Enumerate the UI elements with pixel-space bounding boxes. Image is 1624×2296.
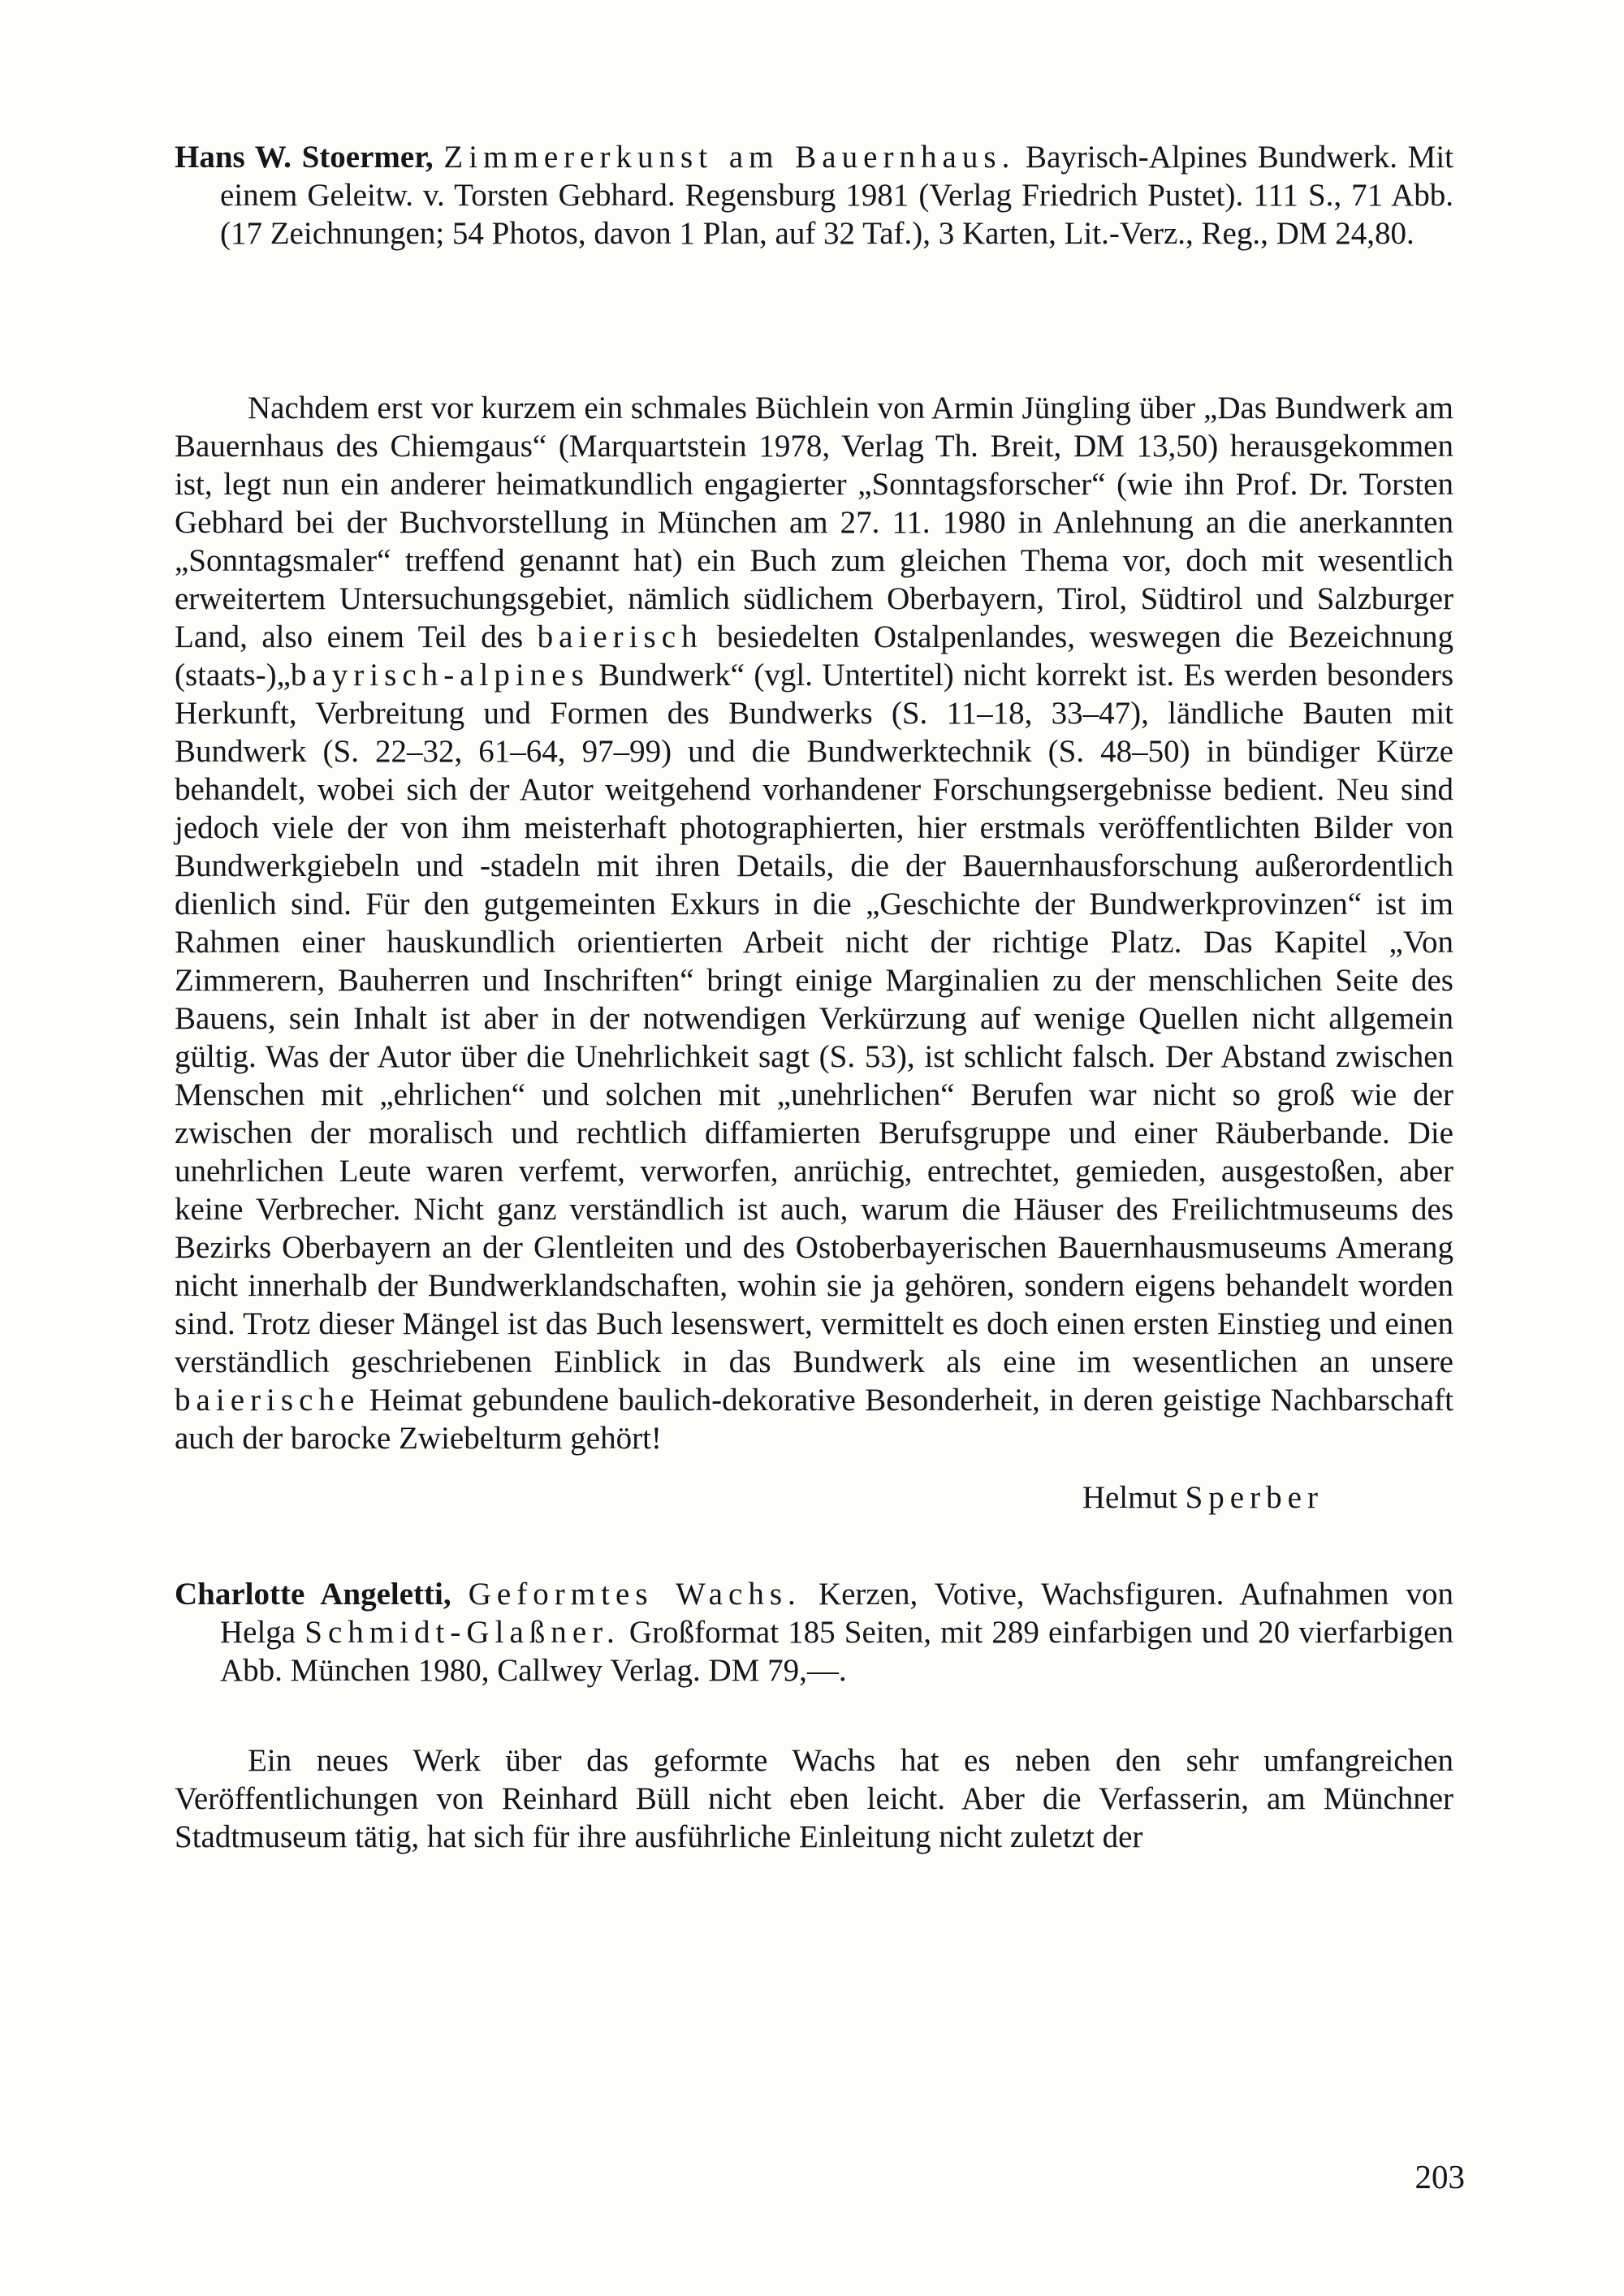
book-title-spaced: Geformtes Wachs. (468, 1577, 801, 1612)
body-text-segment: Nachdem erst vor kurzem ein schmales Büchlein von Armin Jüngling über „Das Bundwerk am Bauernhaus des Chiemgaus“ (Marquartstein 1978, Verlag Th. Breit, DM 13,50) herausgekommen ist, legt nun ein anderer heimatkundlich engagierter „Sonntagsforscher“ (wie ihn Prof. Dr. Torsten Gebhard bei der Buchvorstellung in München am 27. 11. 1980 in Anlehnung an die anerkannten „Sonntagsmaler“ treffend genannt hat) ein Buch zum gleichen Thema vor, doch mit wesentlich erweitertem Untersuchungsgebiet, nämlich südlichem Oberbayern, Tirol, Südtirol und Salzburger Land, also einem Teil des (175, 391, 1453, 654)
review-heading (175, 138, 1453, 252)
bibliographic-details: Großformat 185 Seiten, mit 289 einfarbigen und 20 vierfarbigen Abb. München 1980, Callwey Verlag. DM 79,—. (220, 1615, 1454, 1688)
body-text-segment: Heimat gebundene baulich-dekorative Besonderheit, in deren geistige Nachbarschaft auch der barocke Zwiebelturm gehört! (175, 1383, 1453, 1456)
review-body-paragraph (175, 1741, 1453, 1856)
page-number: 203 (1415, 2158, 1465, 2195)
spaced-term: bayrisch-alpines (290, 658, 590, 693)
body-text-segment: Bundwerk“ (vgl. Untertitel) nicht korrekt ist. Es werden besonders Herkunft, Verbreitung und Formen des Bundwerks (S. 11–18, 33–47), ländliche Bauten mit Bundwerk (S. 22–32, 61–64, 97–99) und die Bundwerktechnik (S. 48–50) in bündiger Kürze behandelt, wobei sich der Autor weitgehend vorhandener Forschungsergebnisse bedient. Neu sind jedoch viele der von ihm meisterhaft photographierten, hier erstmals veröffentlichten Bilder von Bundwerkgiebeln und -stadeln mit ihren Details, die der Bauernhausforschung außerordentlich dienlich sind. Für den gutgemeinten Exkurs in die „Geschichte der Bundwerkprovinzen“ ist im Rahmen einer hauskundlich orientierten Arbeit nicht der richtige Platz. Das Kapitel „Von Zimmerern, Bauherren und Inschriften“ bringt einige Marginalien zu der menschlichen Seite des Bauens, sein Inhalt ist aber in der notwendigen Verkürzung auf wenige Quellen nicht allgemein gültig. Was der Autor über die Unehrlichkeit sagt (S. 53), ist schlicht falsch. Der Abstand zwischen Menschen mit „ehrlichen“ und solchen mit „unehrlichen“ Berufen war nicht so groß wie der zwischen der moralisch und rechtlich diffamierten Berufsgruppe und einer Räuberbande. Die unehrlichen Leute waren verfemt, verworfen, anrüchig, entrechtet, gemieden, ausgestoßen, aber keine Verbrecher. Nicht ganz verständlich ist auch, warum die Häuser des Freilichtmuseums des Bezirks Oberbayern an der Glentleiten und des Ostoberbayerischen Bauernhausmuseums Amerang nicht innerhalb der Bundwerklandschaften, wohin sie ja gehören, sondern eigens behandelt worden sind. Trotz dieser Mängel ist das Buch lesenswert, vermittelt es doch einen ersten Einstieg und einen verständlich geschriebenen Einblick in das Bundwerk als eine im wesentlichen an unsere (175, 658, 1453, 1379)
author-name: Hans W. Stoermer, (175, 140, 434, 175)
reviewer-signature (175, 1478, 1453, 1517)
photographer-name-spaced: Schmidt-Glaßner. (304, 1615, 620, 1650)
review-body-paragraph (175, 389, 1453, 1457)
book-review-angeletti (175, 1575, 1453, 1856)
reviewer-last-name: Sperber (1185, 1480, 1324, 1515)
bibliographic-details: Kerzen, Votive, Wachsfiguren. Aufnahmen von Helga (220, 1577, 1453, 1650)
body-text-segment: besiedelten Ostalpenlandes, weswegen die Bezeichnung (staats-)„ (175, 619, 1453, 693)
book-title-spaced: Zimmererkunst am Bauernhaus. (443, 140, 1016, 175)
book-review-stoermer (175, 138, 1453, 1517)
body-text-segment: Ein neues Werk über das geformte Wachs hat es neben den sehr umfangreichen Veröffentlichungen von Reinhard Büll nicht eben leicht. Aber die Verfasserin, am Münchner Stadtmuseum tätig, hat sich für ihre ausführliche Einleitung nicht zuletzt der (175, 1743, 1453, 1854)
reviewer-first-name: Helmut (1082, 1480, 1186, 1515)
bibliographic-details: Bayrisch-Alpines Bundwerk. Mit einem Geleitw. v. Torsten Gebhard. Regensburg 1981 (Verlag Friedrich Pustet). 111 S., 71 Abb. (17 Zeichnungen; 54 Photos, davon 1 Plan, auf 32 Taf.), 3 Karten, Lit.-Verz., Reg., DM 24,80. (220, 140, 1454, 251)
spaced-term: baierische (175, 1383, 361, 1418)
author-name: Charlotte Angeletti, (175, 1577, 451, 1612)
spaced-term: baierisch (537, 619, 703, 654)
review-heading (175, 1575, 1453, 1690)
